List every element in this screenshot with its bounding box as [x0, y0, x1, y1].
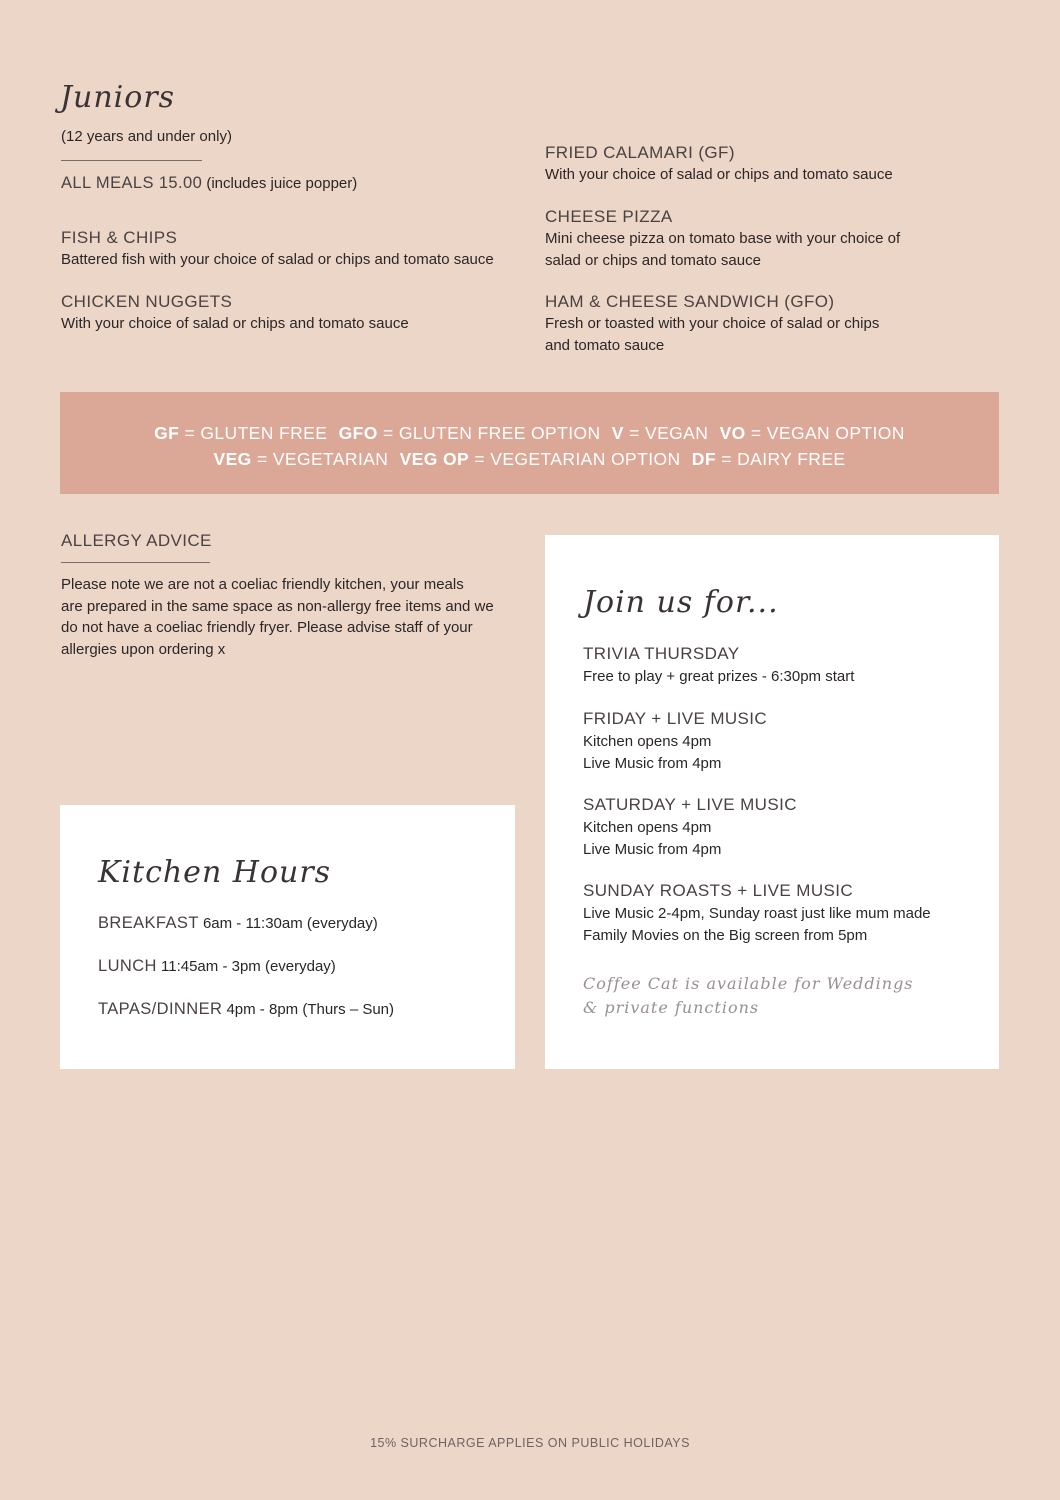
juniors-subtitle: (12 years and under only): [61, 128, 232, 145]
hours-row-breakfast: [98, 914, 378, 933]
allergy-title: ALLERGY ADVICE: [61, 531, 212, 550]
surcharge-footer: 15% SURCHARGE APPLIES ON PUBLIC HOLIDAYS: [370, 1436, 690, 1450]
event-sunday: [583, 881, 983, 946]
juniors-divider: [61, 160, 202, 161]
legend-abbr: V: [611, 423, 624, 443]
dietary-legend: [60, 392, 999, 494]
legend-abbr: VEG: [213, 449, 252, 469]
menu-item-desc: With your choice of salad or chips and tomato sauce: [61, 315, 409, 332]
functions-note-line: Coffee Cat is available for Weddings: [583, 974, 914, 993]
menu-item-cheese-pizza: [545, 207, 900, 271]
allergy-line: do not have a coeliac friendly fryer. Please advise staff of your: [61, 619, 473, 636]
menu-item-fish-chips: [61, 228, 494, 271]
menu-item-name: FISH & CHIPS: [61, 228, 178, 247]
hours-value: 6am - 11:30am (everyday): [198, 915, 378, 932]
event-detail: Kitchen opens 4pm: [583, 819, 712, 836]
all-meals-price: [61, 174, 357, 193]
menu-item-name: HAM & CHEESE SANDWICH (GFO): [545, 292, 835, 311]
hours-label: LUNCH: [98, 957, 157, 975]
legend-text: = VEGETARIAN OPTION: [469, 449, 681, 469]
event-trivia-thursday: [583, 644, 983, 688]
menu-item-desc-line: Fresh or toasted with your choice of salad or chips: [545, 315, 880, 332]
allergy-line: allergies upon ordering x: [61, 640, 226, 658]
menu-item-desc: With your choice of salad or chips and tomato sauce: [545, 166, 893, 183]
legend-text: = GLUTEN FREE OPTION: [377, 423, 601, 443]
allergy-text: [61, 574, 511, 660]
hours-label: TAPAS/DINNER: [98, 1000, 223, 1018]
juniors-title: Juniors: [60, 80, 176, 115]
legend-abbr: GF: [154, 423, 180, 443]
legend-line-2: [60, 446, 999, 472]
event-name: FRIDAY + LIVE MUSIC: [583, 709, 768, 728]
event-name: SATURDAY + LIVE MUSIC: [583, 795, 797, 814]
legend-abbr: VO: [719, 423, 746, 443]
event-detail: Live Music 2-4pm, Sunday roast just like mum made: [583, 905, 931, 922]
kitchen-hours-title: Kitchen Hours: [98, 855, 332, 890]
kitchen-hours-card: [60, 805, 515, 1069]
legend-text: = DAIRY FREE: [715, 449, 846, 469]
hours-value: 4pm - 8pm (Thurs – Sun): [222, 1001, 395, 1018]
legend-text: = GLUTEN FREE: [179, 423, 328, 443]
allergy-line: are prepared in the same space as non-allergy free items and we: [61, 597, 494, 615]
allergy-line: Please note we are not a coeliac friendly kitchen, your meals: [61, 576, 464, 593]
menu-item-desc-line: salad or chips and tomato sauce: [545, 251, 761, 269]
legend-text: = VEGAN OPTION: [745, 423, 905, 443]
legend-abbr: GFO: [338, 423, 378, 443]
hours-row-dinner: [98, 1000, 394, 1019]
menu-item-desc-line: Mini cheese pizza on tomato base with your choice of: [545, 230, 901, 247]
menu-item-desc: Battered fish with your choice of salad or chips and tomato sauce: [61, 251, 494, 268]
menu-item-ham-cheese-sandwich: [545, 292, 879, 356]
allergy-divider: [61, 562, 210, 563]
legend-text: = VEGETARIAN: [251, 449, 389, 469]
event-detail: Free to play + great prizes - 6:30pm start: [583, 668, 855, 685]
functions-note-line: & private functions: [583, 998, 760, 1017]
hours-value: 11:45am - 3pm (everyday): [156, 958, 336, 975]
event-name: TRIVIA THURSDAY: [583, 644, 740, 663]
menu-item-desc-line: and tomato sauce: [545, 336, 665, 354]
event-saturday: [583, 795, 983, 860]
event-detail: Kitchen opens 4pm: [583, 733, 712, 750]
legend-abbr: VEG OP: [399, 449, 470, 469]
menu-item-chicken-nuggets: [61, 292, 409, 335]
event-friday: [583, 709, 983, 774]
event-name: SUNDAY ROASTS + LIVE MUSIC: [583, 881, 854, 900]
legend-text: = VEGAN: [623, 423, 709, 443]
event-detail: Live Music from 4pm: [583, 840, 722, 858]
join-us-title: Join us for...: [583, 585, 779, 620]
menu-item-name: CHICKEN NUGGETS: [61, 292, 233, 311]
menu-item-fried-calamari: [545, 143, 893, 186]
all-meals-note: (includes juice popper): [202, 175, 358, 192]
legend-line-1: [60, 420, 999, 446]
event-detail: Family Movies on the Big screen from 5pm: [583, 926, 868, 944]
event-detail: Live Music from 4pm: [583, 754, 722, 772]
hours-label: BREAKFAST: [98, 914, 199, 932]
hours-row-lunch: [98, 957, 336, 976]
menu-item-name: FRIED CALAMARI (GF): [545, 143, 735, 162]
legend-abbr: DF: [691, 449, 716, 469]
all-meals-label: ALL MEALS 15.00: [61, 174, 203, 192]
menu-item-name: CHEESE PIZZA: [545, 207, 673, 226]
functions-note: [583, 972, 943, 1020]
join-us-card: [545, 535, 999, 1069]
